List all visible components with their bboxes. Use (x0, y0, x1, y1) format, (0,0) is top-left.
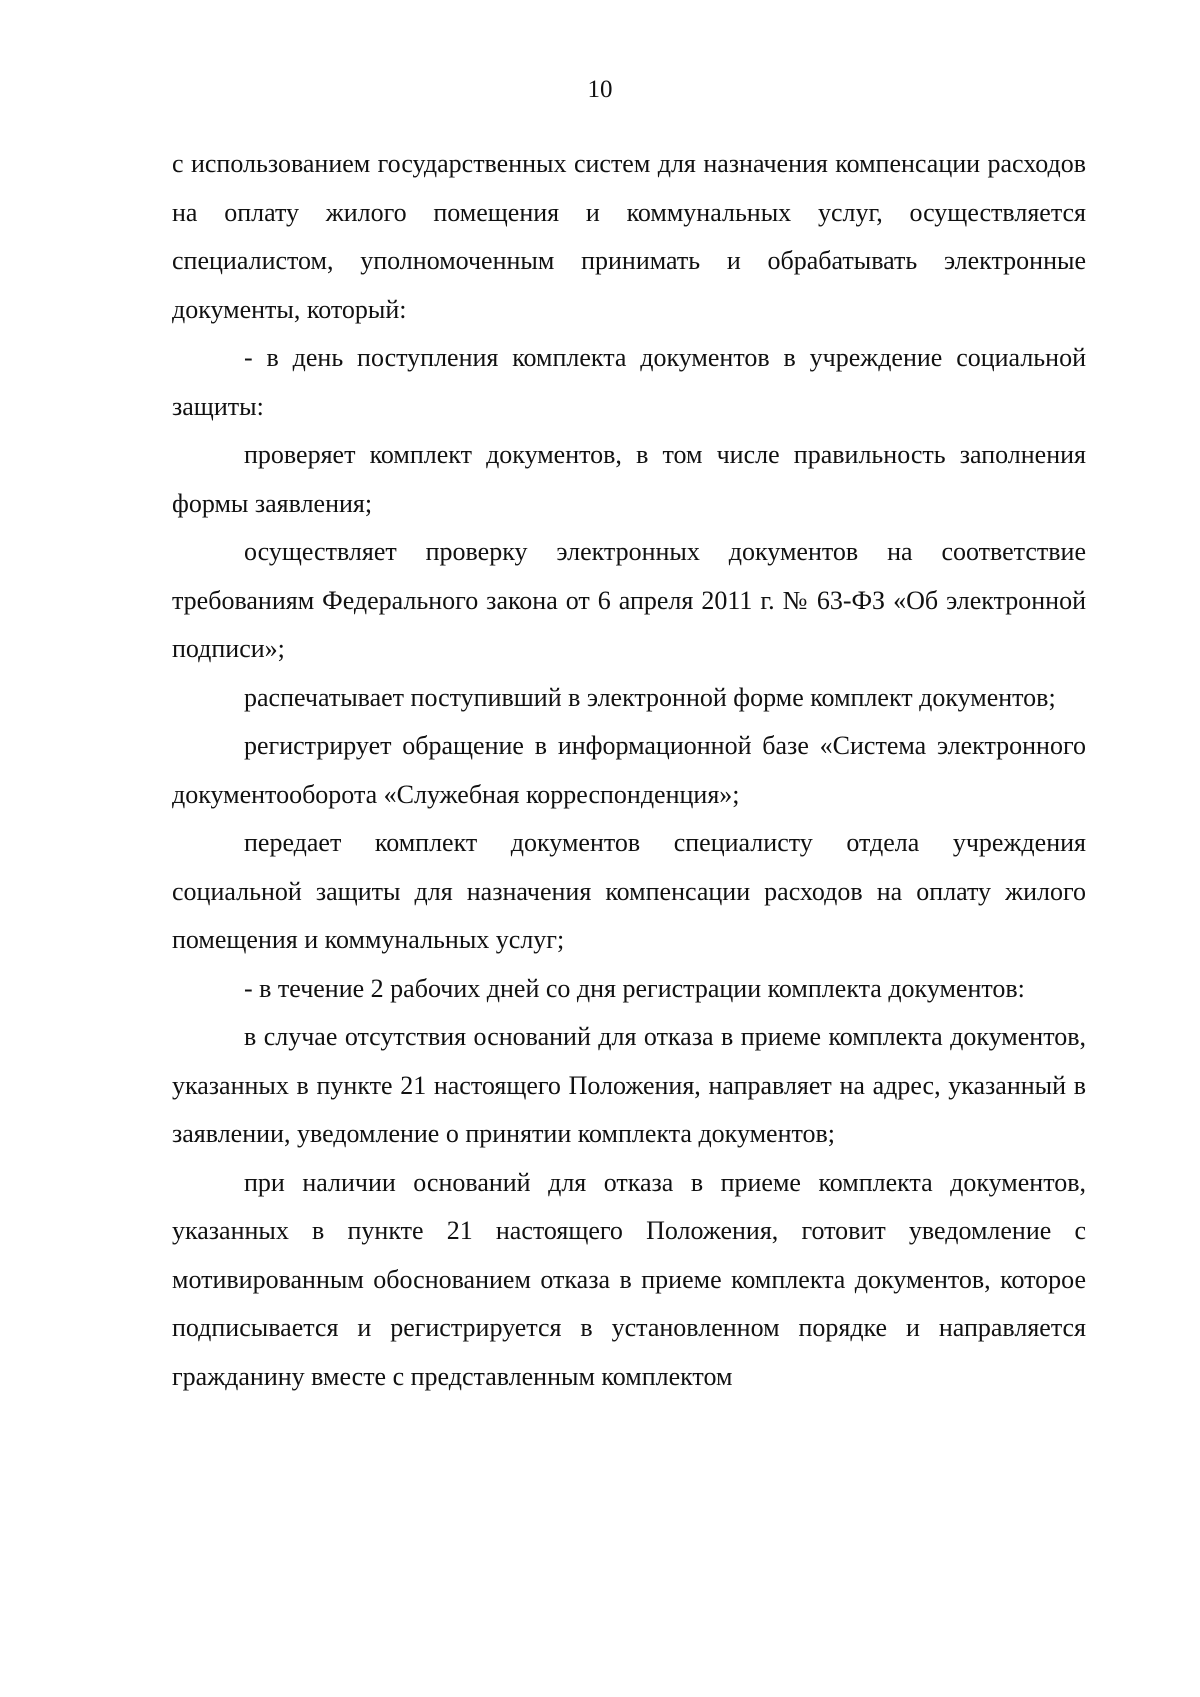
paragraph-transfers-documents: передает комплект документов специалисту отдела учреждения социальной защиты для назначения компенсации расходов на оплату жилого помещения и коммунальных услуг; (172, 828, 1086, 954)
paragraph-list-item-two-days: - в течение 2 рабочих дней со дня регистрации комплекта документов: (244, 973, 1025, 1003)
paragraph-verifies-signature: осуществляет проверку электронных документов на соответствие требованиям Федерального закона от 6 апреля 2011 г. № 63-ФЗ «Об электронной подписи»; (172, 537, 1086, 663)
paragraph-prints-documents: распечатывает поступивший в электронной форме комплект документов; (244, 682, 1056, 712)
paragraph-grounds-refusal: при наличии оснований для отказа в приеме комплекта документов, указанных в пункте 21 настоящего Положения, готовит уведомление с мотивированным обоснованием отказа в приеме комплекта документов, которое подписывается и регистрируется в установленном порядке и направляется гражданину вместе с представленным комплектом (172, 1167, 1086, 1391)
paragraph-list-item-day-of-receipt: - в день поступления комплекта документов в учреждение социальной защиты: (172, 343, 1086, 421)
paragraph-no-grounds-refusal: в случае отсутствия оснований для отказа в приеме комплекта документов, указанных в пункте 21 настоящего Положения, направляет на адрес, указанный в заявлении, уведомление о принятии комплекта документов; (172, 1022, 1086, 1148)
page-number: 10 (587, 76, 613, 103)
paragraph-checks-documents: проверяет комплект документов, в том числе правильность заполнения формы заявления; (172, 440, 1086, 518)
document-body (172, 140, 1086, 1401)
paragraph-intro: с использованием государственных систем для назначения компенсации расходов на оплату жилого помещения и коммунальных услуг, осуществляется специалистом, уполномоченным принимать и обрабатывать электронные документы, который: (172, 149, 1086, 324)
paragraph-registers-request: регистрирует обращение в информационной базе «Система электронного документооборота «Служебная корреспонденция»; (172, 731, 1086, 809)
